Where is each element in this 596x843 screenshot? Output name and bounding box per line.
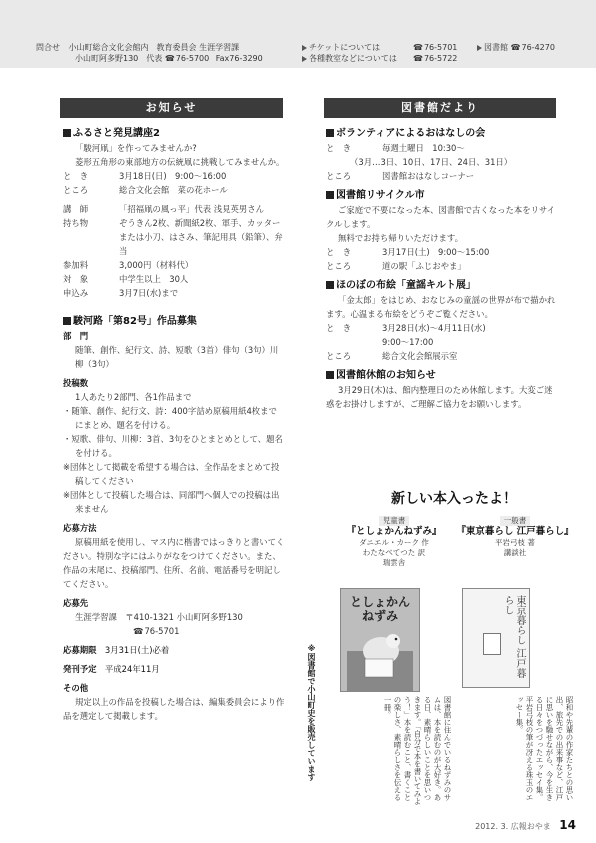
- sub-heading: 応募方法: [63, 523, 97, 533]
- sub-heading: 投稿数: [63, 378, 89, 388]
- field-label: 講 師: [63, 204, 89, 214]
- page-footer: [475, 818, 576, 832]
- event-place: 総合文化会館 菜の花ホール: [119, 185, 228, 195]
- article-heading: ふるさと発見講座2: [63, 126, 285, 141]
- sub-heading: その他: [63, 683, 89, 693]
- sub-heading: 応募先: [63, 598, 89, 608]
- contact-header: [0, 0, 596, 68]
- book1-description: 図書館に住んでいるねずみのサムは、本を読むのが大好き。ある日、素晴らしいことを思いつきます。「自分で本を書いてみよう！」本を読むこと、書くことの楽しさ、素晴らしさを伝える一冊。: [383, 696, 452, 805]
- event-date: 毎週土曜日 10:30～: [382, 143, 465, 153]
- new-books-panel: [328, 468, 580, 808]
- body-text: 「金太郎」をはじめ、おなじみの童謡の世界が布で描かれます。心温まる布絵をどうぞご覧ください。: [326, 295, 556, 319]
- main-phone: 76-5700: [175, 54, 210, 63]
- book1-cover: [340, 588, 420, 692]
- field-label: と き: [326, 247, 352, 257]
- destination-phone: 76-5701: [144, 626, 180, 636]
- square-bullet-icon: [326, 371, 334, 379]
- event-teacher: 「招福凧の風っ平」代表 浅見英男さん: [119, 204, 265, 214]
- phone-icon: ☎: [510, 43, 521, 52]
- sub-heading: 部 門: [63, 331, 89, 341]
- event-bring: ぞうきん2枚、新聞紙2枚、軍手、カッターまたは小刀、はさみ、筆記用具（鉛筆）、弁当: [119, 218, 283, 256]
- book-title: 『としょかんねずみ』: [346, 526, 442, 537]
- category-list: 随筆、創作、紀行文、詩、短歌（3首）俳句（3句）川柳（3句）: [75, 345, 279, 369]
- event-apply: 3月7日(水)まで: [119, 288, 179, 298]
- book-publisher: 講談社: [503, 548, 527, 557]
- field-label: ところ: [326, 171, 352, 181]
- article-intro: 菱形五角形の東部地方の伝統凧に挑戦してみませんか。: [75, 157, 285, 167]
- square-bullet-icon: [326, 191, 334, 199]
- deadline-value: 3月31日(土)必着: [104, 645, 170, 655]
- article-heading: 駿河路「第82号」作品募集: [63, 314, 285, 329]
- book2-description: 昭和や先輩の作家たちとの思い出、旅先での出来事など、江戸に思いを馳せながら、今を生きる日々をつづったエッセイ集。平岩弓枝の筆が冴える珠玉のエッセー集。: [515, 696, 574, 801]
- side-note: ※図書館で小山町史を販売しています: [307, 644, 316, 781]
- event-time: 9:00～17:00: [382, 337, 434, 347]
- library-phone: 76-4270: [521, 43, 555, 52]
- square-bullet-icon: [63, 129, 71, 137]
- right-column: [326, 126, 558, 411]
- sub-heading: 発刊予定: [63, 664, 97, 674]
- ticket-label: チケットについては: [309, 43, 381, 52]
- book-cover-title: 東京暮らし 江戸暮らし: [502, 595, 525, 679]
- library-news-heading: 図書館だより: [324, 98, 556, 118]
- rooms-phone: 76-5722: [423, 54, 458, 63]
- field-label: と き: [63, 171, 89, 181]
- rooms-label: 各種教室などについては: [309, 54, 397, 63]
- body-text: 3月29日(木)は、館内整理日のため休館します。大変ご迷惑をお掛けしますが、ご理解ご協力をお願いします。: [326, 385, 553, 409]
- field-label: ところ: [326, 351, 352, 361]
- new-books-heading: 新しい本入ったよ！: [391, 491, 517, 507]
- event-target: 中学生以上 30人: [119, 274, 189, 284]
- book-author: ダニエル・カーク 作: [359, 538, 429, 547]
- fax-number: Fax76-3290: [215, 54, 263, 63]
- book-category: 児童書: [379, 516, 410, 526]
- field-label: 対 象: [63, 274, 89, 284]
- event-place: 道の駅「ふじおやま」: [382, 261, 466, 271]
- page-number: 14: [559, 818, 576, 832]
- article-heading: 図書館休館のお知らせ: [326, 368, 558, 383]
- triangle-bullet-icon: [302, 45, 307, 51]
- event-date-detail: （3月…3日、10日、17日、24日、31日）: [350, 157, 513, 167]
- event-date: 3月17日(土) 9:00～15:00: [382, 247, 490, 257]
- book-translator: わたなべてつた 訳: [362, 548, 426, 557]
- square-bullet-icon: [63, 317, 71, 325]
- footer-date: 2012. 3.: [475, 822, 509, 831]
- event-date: 3月18日(日) 9:00～16:00: [119, 171, 227, 181]
- body-text: ご家庭で不要になった本、図書館で古くなった本をリサイクルします。: [326, 205, 555, 229]
- field-label: ところ: [63, 185, 89, 195]
- book-category: 一般書: [500, 516, 531, 526]
- body-text: 1人あたり2部門、各1作品まで: [75, 392, 192, 402]
- event-place: 図書館おはなしコーナー: [382, 171, 475, 181]
- phone-icon: ☎: [413, 43, 423, 52]
- triangle-bullet-icon: [477, 45, 482, 51]
- book-publisher: 瑞雲舎: [382, 558, 406, 567]
- sub-heading: 応募期限: [63, 645, 97, 655]
- footer-publication: 広報おやま: [510, 822, 551, 831]
- contact-line2: 小山町阿多野130 代表: [75, 54, 163, 63]
- field-label: と き: [326, 143, 352, 153]
- field-label: 参加料: [63, 260, 89, 270]
- book-cover-title: としょかん ねずみ: [349, 595, 410, 623]
- body-text: 規定以上の作品を投稿した場合は、編集委員会により作品を選定して掲載します。: [63, 697, 285, 721]
- event-place: 総合文化会館展示室: [382, 351, 458, 361]
- book2-cover: [462, 588, 530, 688]
- oshirase-heading: お知らせ: [60, 98, 283, 118]
- phone-icon: ☎: [413, 54, 423, 63]
- book-title: 『東京暮らし 江戸暮らし』: [456, 526, 574, 537]
- square-bullet-icon: [326, 129, 334, 137]
- contact-label: 問合せ: [36, 43, 60, 52]
- library-label: 図書館: [484, 43, 508, 52]
- publish-value: 平成24年11月: [104, 664, 160, 674]
- body-text: ・随筆、創作、紀行文、詩：400字詰め原稿用紙4枚までにまとめ、題名を付ける。: [63, 406, 277, 430]
- phone-icon: ☎: [164, 54, 175, 63]
- left-column: [63, 126, 285, 723]
- book-author: 平岩弓枝 著: [495, 538, 535, 547]
- book2-caption: [456, 516, 574, 558]
- book1-caption: [334, 516, 454, 568]
- article-heading: ほのぼの布絵「童謡キルト展」: [326, 278, 558, 293]
- contact-line1: 小山町総合文化会館内 教育委員会 生涯学習課: [68, 43, 240, 52]
- event-fee: 3,000円（材料代）: [119, 260, 194, 270]
- body-text: 無料でお持ち帰りいただけます。: [338, 233, 463, 243]
- article-heading: ボランティアによるおはなしの会: [326, 126, 558, 141]
- field-label: 持ち物: [63, 218, 89, 228]
- field-label: と き: [326, 323, 352, 333]
- square-bullet-icon: [326, 281, 334, 289]
- note-text: ※団体として掲載を希望する場合は、全作品をまとめて投稿してください: [63, 462, 280, 486]
- article-intro: 「駿河凧」を作ってみませんか?: [75, 143, 197, 153]
- article-heading: 図書館リサイクル市: [326, 188, 558, 203]
- triangle-bullet-icon: [302, 56, 307, 62]
- phone-icon: ☎: [133, 626, 144, 636]
- note-text: ※団体として投稿した場合は、同部門へ個人での投稿は出来ません: [63, 490, 280, 514]
- event-date: 3月28日(水)～4月11日(水): [382, 323, 486, 333]
- destination-address: 生涯学習課 〒410-1321 小山町阿多野130: [75, 612, 243, 622]
- ticket-phone: 76-5701: [423, 43, 458, 52]
- field-label: ところ: [326, 261, 352, 271]
- body-text: 原稿用紙を使用し、マス内に楷書ではっきりと書いてください。特別な字にはふりがなをつけてください。また、作品の末尾に、投稿部門、住所、名前、電話番号を明記してください。: [63, 537, 285, 589]
- field-label: 申込み: [63, 288, 89, 298]
- cover-ornament-icon: [483, 633, 501, 655]
- body-text: ・短歌、俳句、川柳：3首、3句をひとまとめとして、題名を付ける。: [63, 434, 283, 458]
